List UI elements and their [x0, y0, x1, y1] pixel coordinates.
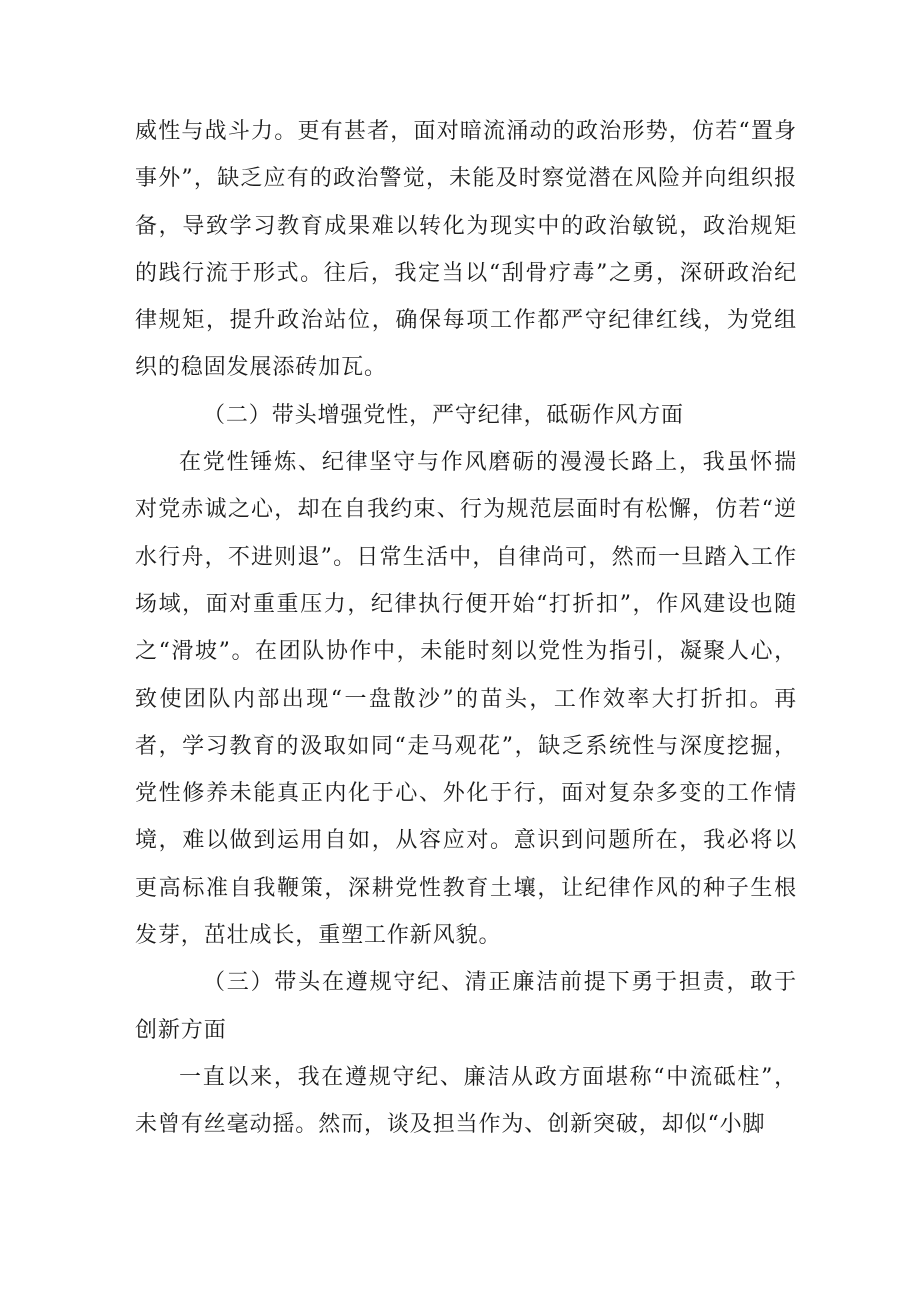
- paragraph-responsibility-innovation: 一直以来，我在遵规守纪、廉洁从政方面堪称“中流砥柱”，未曾有丝毫动摇。然而，谈及担当作为、创新突破，却似“小脚: [135, 1064, 797, 1138]
- paragraph-political-discipline-end: 威性与战斗力。更有甚者，面对暗流涌动的政治形势，仿若“置身事外”，缺乏应有的政治警觉，未能及时察觉潜在风险并向组织报备，导致学习教育成果难以转化为现实中的政治敏锐，政治规矩的践行流于形式。往后，我定当以“刮骨疗毒”之勇，深研政治纪律规矩，提升政治站位，确保每项工作都严守纪律红线，为党组织的稳固发展添砖加瓦。: [135, 119, 797, 381]
- document-body: [135, 108, 797, 1149]
- paragraph-party-spirit: 在党性锤炼、纪律坚守与作风磨砺的漫漫长路上，我虽怀揣对党赤诚之心，却在自我约束、行为规范层面时有松懈，仿若“逆水行舟，不进则退”。日常生活中，自律尚可，然而一旦踏入工作场域，面对重重压力，纪律执行便开始“打折扣”，作风建设也随之“滑坡”。在团队协作中，未能时刻以党性为指引，凝聚人心，致使团队内部出现“一盘散沙”的苗头，工作效率大打折扣。再者，学习教育的汲取如同“走马观花”，缺乏系统性与深度挖掘，党性修养未能真正内化于心、外化于行，面对复杂多变的工作情境，难以做到运用自如，从容应对。意识到问题所在，我必将以更高标准自我鞭策，深耕党性教育土壤，让纪律作风的种子生根发芽，茁壮成长，重塑工作新风貌。: [135, 450, 797, 949]
- section-heading-two: （二）带头增强党性，严守纪律，砥砺作风方面: [203, 402, 684, 428]
- section-heading-three: （三）带头在遵规守纪、清正廉洁前提下勇于担责，敢于创新方面: [135, 970, 797, 1043]
